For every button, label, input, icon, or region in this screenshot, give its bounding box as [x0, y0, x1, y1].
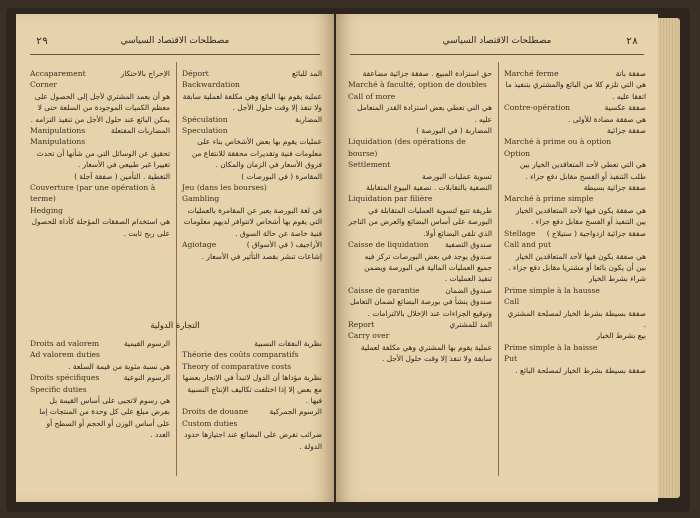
glossary-line — [504, 125, 646, 136]
term-arabic: صفقة عكسية — [604, 103, 646, 113]
term-french-english: Manipulations — [30, 126, 86, 136]
glossary-line — [182, 136, 322, 170]
glossary-line — [30, 171, 170, 182]
term-arabic: بيع بشرط الخيار — [596, 331, 646, 341]
glossary-line — [30, 338, 170, 349]
glossary-line — [504, 79, 646, 102]
right-column — [182, 68, 322, 262]
glossary-line — [30, 372, 170, 383]
term-arabic: صفقة جزائية بسيطة — [583, 183, 646, 193]
term-arabic: الإحراج بالاحتكار — [120, 69, 170, 78]
term-french-english: Call and put — [504, 240, 552, 250]
term-arabic: عمليات يقوم بها بعض الأشخاص بناء على معلومات فنية وتقديرات محققة للانتفاع من فروق الأسعار في الزمان والمكان . — [191, 137, 322, 170]
term-french-english: Agiotage — [182, 240, 217, 250]
glossary-line — [504, 251, 646, 274]
glossary-line — [348, 251, 492, 285]
glossary-line — [182, 91, 322, 114]
term-french-english: Marché à faculté, option de doubles — [348, 80, 487, 90]
glossary-line — [504, 296, 646, 307]
term-french-english: Théorie des coûts comparatifs — [182, 350, 299, 360]
term-french-english: Gambling — [182, 194, 220, 204]
left-page — [16, 14, 334, 502]
term-arabic: المد للبائع — [292, 69, 322, 78]
term-french-english: Couverture (par une opération à terme) — [30, 183, 156, 204]
term-arabic: عملية يقوم بها البائع وهي مكلفة لعملية سابقة ولا تنفذ إلا وقت حلول الأجل . — [182, 91, 322, 113]
term-arabic: التغطية . التأمين ( صفقة آجلة ) — [74, 171, 170, 181]
left-column — [30, 68, 170, 239]
column-divider — [498, 62, 499, 476]
column-divider — [176, 62, 177, 476]
term-arabic: طريقة تتبع لتسوية العمليات المتقابلة في البورصة على أساس البضائع والعرض من التاجر الذي تلقى البضائع أولا. — [348, 205, 492, 238]
term-french-english: Option — [504, 148, 531, 158]
glossary-line — [504, 68, 646, 79]
term-french-english: Corner — [30, 80, 58, 90]
running-title: مصطلحات الاقتصاد السياسي — [120, 36, 230, 46]
right-column — [504, 68, 646, 376]
glossary-line — [504, 330, 646, 341]
glossary-line — [30, 91, 170, 125]
term-arabic: الأراجيف ( في الأسواق ) — [246, 240, 322, 250]
glossary-line — [348, 91, 492, 102]
term-arabic: نظرية النفقات النسبية — [254, 339, 322, 348]
section-heading: التجارة الدولية — [150, 320, 200, 330]
glossary-line — [182, 171, 322, 182]
term-arabic: هي التي تلزم كلا من البائع والمشتري بتنفيذ ما اتفقا عليه . — [505, 80, 646, 101]
glossary-line — [182, 193, 322, 204]
term-arabic: هي نسبة مئوية من قيمة السلعة . — [68, 361, 170, 371]
term-arabic: ضرائب تفرض على البضائع عند اجتيازها حدود الدولة . — [184, 430, 322, 451]
glossary-line — [504, 148, 646, 159]
glossary-line — [30, 205, 170, 216]
term-arabic: شراء بشرط الخيار — [588, 274, 646, 284]
header-rule — [30, 54, 320, 55]
glossary-line — [504, 342, 646, 353]
term-french-english: Marché à prime simple — [504, 194, 594, 204]
right-page — [336, 14, 658, 502]
term-arabic: صفقة بسيطة بشرط الخيار لمصلحة البائع . — [515, 365, 646, 375]
glossary-line — [30, 148, 170, 171]
term-arabic: المضاربة — [295, 114, 322, 124]
term-french-english: Marché ferme — [504, 69, 559, 78]
glossary-line — [182, 338, 322, 349]
term-arabic: هو أن يعمد المشتري لأجل إلى الحصول على معظم الكميات الموجودة من السلعة حتى لا يمكن البائع عند حلول الأجل من تنفيذ التزامه . — [30, 91, 170, 124]
glossary-line — [182, 239, 322, 250]
term-french-english: Caisse de garantie — [348, 285, 420, 295]
term-arabic: نظرية مؤداها أن الدول لاتبدأ في الاتجار بعضها مع بعض إلا إذا اختلفت تكاليف الإنتاج النسبية فيها . — [182, 373, 322, 406]
term-arabic: هي استخدام الصفقات المؤجلة كأداة للحصول على ربح ثابت . — [31, 217, 170, 238]
term-french-english: Liquidation par filière — [348, 194, 433, 204]
glossary-line — [348, 182, 492, 193]
term-arabic: الرسوم النوعية — [123, 373, 170, 383]
term-french-english: Droits de douane — [182, 407, 249, 417]
glossary-line — [348, 205, 492, 239]
glossary-line — [30, 79, 170, 90]
term-french-english: Marché à prime ou à option — [504, 137, 612, 147]
glossary-line — [348, 79, 492, 90]
glossary-line — [30, 395, 170, 441]
glossary-line — [348, 136, 492, 159]
term-french-english: Carry over — [348, 331, 390, 341]
term-arabic: هي صفقة يكون فيها لأحد المتعاقدين الخيار بين التنفيذ أو الفسخ مقابل دفع جزاء . — [515, 205, 646, 227]
glossary-line — [182, 251, 322, 262]
term-arabic: صفقة بسيطة بشرط الخيار لمصلحة المشتري . — [507, 308, 646, 329]
page-number: ٢٩ — [36, 36, 49, 47]
glossary-line — [30, 349, 170, 360]
term-arabic: صندوق الضمان — [445, 285, 492, 295]
term-french-english: Manipulations — [30, 137, 86, 147]
term-arabic: عملية يقوم بها المشتري وهي مكلفة لعملية سابقة ولا تنفذ إلا وقت حلول الأجل . — [360, 342, 492, 364]
term-arabic: هي صفقة يكون فيها لأحد المتعاقدين الخيار بين أن يكون بائعا أو مشتريا مقابل دفع جزاء . — [508, 251, 646, 272]
header-rule — [350, 54, 644, 55]
left-column — [348, 68, 492, 365]
glossary-line — [182, 182, 322, 193]
glossary-line — [504, 308, 646, 331]
glossary-line — [504, 273, 646, 284]
term-french-english: Spéculation — [182, 114, 228, 124]
glossary-line — [504, 193, 646, 204]
term-french-english: Prime simple à la baisse — [504, 342, 598, 352]
left-column-section2 — [30, 338, 170, 441]
term-french-english: Put — [504, 354, 518, 364]
term-arabic: تحقيق عن الوسائل التي من شأنها أن تحدث تغييرا غير طبيعي في الأسعار . — [36, 148, 170, 170]
term-french-english: Contre-opération — [504, 103, 571, 113]
term-french-english: Call — [504, 297, 520, 307]
term-french-english: Specific duties — [30, 384, 87, 394]
glossary-line — [348, 285, 492, 296]
glossary-line — [182, 429, 322, 452]
term-french-english: Settlement — [348, 160, 391, 170]
term-french-english: Stellage — [504, 228, 536, 238]
glossary-line — [504, 136, 646, 147]
term-french-english: Déport — [182, 69, 209, 78]
term-arabic: صندوق التصفية — [445, 240, 492, 250]
term-arabic: في لغة البورصة يعبر عن المقامرة بالعمليات التي يقوم بها أشخاص لاتتوافر لديهم معلومات فنية خاصة عن حالة السوق . — [183, 205, 322, 238]
glossary-line — [504, 285, 646, 296]
term-arabic: المضاربات المفتعلة — [111, 126, 170, 136]
glossary-line — [30, 216, 170, 239]
glossary-line — [30, 182, 170, 205]
term-arabic: المضاربة ( في البورصة ) — [416, 126, 492, 136]
glossary-line — [504, 182, 646, 193]
glossary-line — [348, 193, 492, 204]
running-title: مصطلحات الاقتصاد السياسي — [442, 36, 552, 46]
glossary-line — [30, 136, 170, 147]
glossary-line — [30, 125, 170, 136]
glossary-line — [504, 159, 646, 182]
glossary-line — [504, 353, 646, 364]
glossary-line — [504, 205, 646, 228]
glossary-line — [182, 361, 322, 372]
glossary-line — [348, 159, 492, 170]
term-french-english: Speculation — [182, 126, 228, 136]
left-page-header — [36, 36, 314, 52]
right-page-header — [356, 36, 638, 52]
term-arabic: هي صفقة مضادة للأولى . — [568, 114, 646, 124]
term-french-english: Report — [348, 319, 375, 329]
term-french-english: Backwardation — [182, 80, 240, 90]
glossary-line — [504, 365, 646, 376]
glossary-line — [348, 171, 492, 182]
term-arabic: تسوية عمليات البورصة — [422, 171, 492, 181]
term-french-english: Droits spécifiques — [30, 373, 100, 383]
term-arabic: صفقة جزائية ازدواجية ( ستيلاج ) — [546, 228, 646, 238]
glossary-line — [348, 319, 492, 330]
term-arabic: هي التي تعطي لأحد المتعاقدين الخيار بين طلب التنفيذ أو الفسخ مقابل دفع جزاء . — [519, 160, 646, 181]
glossary-line — [504, 114, 646, 125]
page-number: ٢٨ — [625, 36, 638, 47]
term-arabic: هي التي تعطي بعض استزادة القدر المتعامل عليه . — [357, 103, 492, 124]
glossary-line — [30, 68, 170, 79]
term-french-english: Ad valorem duties — [30, 350, 100, 360]
glossary-line — [30, 361, 170, 372]
term-arabic: المد للمشتري — [449, 319, 492, 329]
term-french-english: Call of more — [348, 91, 396, 101]
glossary-line — [182, 114, 322, 125]
page-edges — [658, 18, 680, 498]
glossary-line — [504, 228, 646, 239]
glossary-line — [348, 125, 492, 136]
glossary-line — [182, 418, 322, 429]
term-arabic: هي رسوم لاتجبى على أساس القيمة بل بفرض مبلغ على كل وحدة من المنتجات إما على أساس الوزن أو الحجم أو السطح أو العدد . — [39, 396, 170, 440]
term-french-english: Liquidation (des opérations de bourse) — [348, 137, 466, 158]
term-arabic: صندوق ينشأ في بورصة البضائع لضمان التعامل وتوقيع الجزاءات عند الإخلال بالالتزامات . — [350, 297, 492, 318]
term-french-english: Droits ad valorem — [30, 339, 100, 348]
glossary-line — [348, 296, 492, 319]
term-french-english: Custom duties — [182, 418, 238, 428]
glossary-line — [504, 102, 646, 113]
glossary-line — [182, 125, 322, 136]
glossary-line — [182, 68, 322, 79]
glossary-line — [182, 79, 322, 90]
term-arabic: الرسوم القيمية — [123, 339, 170, 348]
glossary-line — [504, 239, 646, 250]
glossary-line — [182, 205, 322, 239]
glossary-line — [30, 384, 170, 395]
glossary-line — [348, 102, 492, 125]
term-french-english: Theory of comparative costs — [182, 361, 292, 371]
glossary-line — [182, 406, 322, 417]
term-arabic: صندوق يوجد في بعض البورصات تركز فيه جميع العمليات المالية في البورصة ويضمن تنفيذ العمليات . — [364, 251, 492, 284]
term-arabic: إشاعات تنشر بقصد التأثير في الأسعار . — [201, 251, 322, 261]
glossary-line — [348, 342, 492, 365]
term-french-english: Prime simple à la hausse — [504, 285, 600, 295]
term-french-english: Caisse de liquidation — [348, 240, 429, 250]
term-arabic: المقامرة ( في البورصات ) — [241, 171, 322, 181]
glossary-line — [348, 68, 492, 79]
term-arabic: صفقة باتة — [615, 69, 646, 78]
glossary-line — [348, 330, 492, 341]
term-french-english: Jeu (dans les bourses) — [182, 183, 267, 193]
term-arabic: الرسوم الجمركية — [269, 407, 322, 417]
glossary-line — [182, 372, 322, 406]
term-french-english: Hedging — [30, 205, 64, 215]
term-french-english: Accaparement — [30, 69, 86, 78]
term-arabic: التصفية بالتقابلات . تصفية البيوع المتقابلة — [366, 183, 492, 193]
right-column-section2 — [182, 338, 322, 452]
term-arabic: حق استزادة المبيع . صفقة جزائية مضاعفة — [362, 69, 492, 78]
term-arabic: صفقة جزائية — [606, 126, 646, 136]
glossary-line — [182, 349, 322, 360]
glossary-line — [348, 239, 492, 250]
